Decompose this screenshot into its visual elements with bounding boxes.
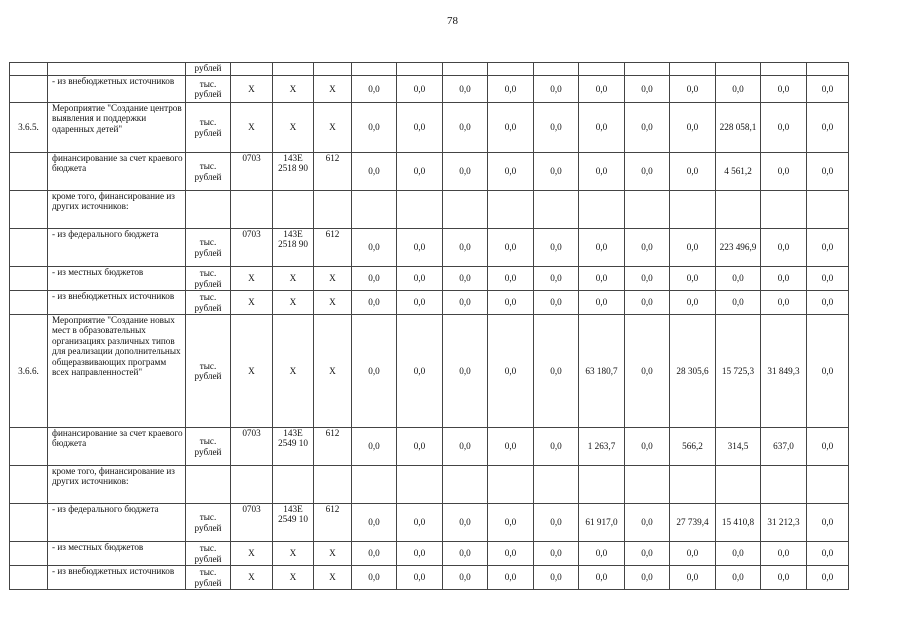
empty-cell (534, 63, 579, 76)
expense-type-cell: Х (314, 291, 352, 315)
value-cell: 0,0 (352, 76, 397, 103)
expense-type-cell: 612 (314, 504, 352, 542)
target-code-cell: Х (273, 566, 314, 590)
value-cell: 0,0 (352, 315, 397, 428)
empty-cell (186, 466, 231, 504)
value-cell: 0,0 (352, 428, 397, 466)
name-cell: кроме того, финансирование из других источников: (48, 191, 186, 229)
empty-cell (625, 191, 670, 229)
name-cell: Мероприятие "Создание центров выявления и поддержки одаренных детей" (48, 103, 186, 153)
value-cell: 0,0 (352, 542, 397, 566)
value-cell: 0,0 (488, 566, 534, 590)
value-cell: 0,0 (625, 428, 670, 466)
value-cell: 0,0 (488, 315, 534, 428)
section-code-cell: 0703 (231, 229, 273, 267)
code-cell (10, 542, 48, 566)
section-code-cell: 0703 (231, 504, 273, 542)
value-cell: 0,0 (625, 315, 670, 428)
value-cell: 314,5 (716, 428, 761, 466)
code-cell (10, 63, 48, 76)
empty-cell (579, 466, 625, 504)
budget-table (9, 62, 849, 590)
table-row (10, 63, 849, 76)
value-cell: 0,0 (670, 153, 716, 191)
code-cell (10, 566, 48, 590)
value-cell: 0,0 (625, 76, 670, 103)
table-row (10, 466, 849, 504)
empty-cell (807, 191, 849, 229)
value-cell: 0,0 (534, 291, 579, 315)
section-code-cell: Х (231, 103, 273, 153)
value-cell: 0,0 (443, 291, 488, 315)
table-row (10, 315, 849, 428)
value-cell: 0,0 (397, 76, 443, 103)
empty-cell (807, 63, 849, 76)
value-cell: 0,0 (488, 428, 534, 466)
empty-cell (761, 63, 807, 76)
value-cell: 0,0 (807, 566, 849, 590)
code-cell: 3.6.6. (10, 315, 48, 428)
section-code-cell: Х (231, 542, 273, 566)
value-cell: 0,0 (761, 76, 807, 103)
target-code-cell: Х (273, 315, 314, 428)
value-cell: 0,0 (625, 267, 670, 291)
unit-cell: тыс. рублей (186, 566, 231, 590)
value-cell: 0,0 (534, 566, 579, 590)
name-cell: финансирование за счет краевого бюджета (48, 153, 186, 191)
value-cell: 0,0 (807, 267, 849, 291)
target-code-cell: Х (273, 542, 314, 566)
value-cell: 0,0 (625, 566, 670, 590)
value-cell: 228 058,1 (716, 103, 761, 153)
value-cell: 0,0 (534, 315, 579, 428)
value-cell: 0,0 (488, 291, 534, 315)
expense-type-cell: 612 (314, 428, 352, 466)
empty-cell (231, 466, 273, 504)
name-cell: - из местных бюджетов (48, 267, 186, 291)
code-cell (10, 153, 48, 191)
target-code-cell: Х (273, 103, 314, 153)
empty-cell (579, 63, 625, 76)
value-cell: 0,0 (397, 428, 443, 466)
value-cell: 0,0 (716, 76, 761, 103)
value-cell: 0,0 (352, 291, 397, 315)
value-cell: 0,0 (807, 291, 849, 315)
empty-cell (352, 63, 397, 76)
name-cell: - из федерального бюджета (48, 504, 186, 542)
budget-table-body (10, 63, 849, 590)
value-cell: 0,0 (534, 229, 579, 267)
value-cell: 0,0 (443, 315, 488, 428)
unit-cell: тыс. рублей (186, 315, 231, 428)
code-cell: 3.6.5. (10, 103, 48, 153)
value-cell: 0,0 (716, 291, 761, 315)
value-cell: 0,0 (488, 153, 534, 191)
value-cell: 0,0 (670, 291, 716, 315)
value-cell: 0,0 (488, 267, 534, 291)
code-cell (10, 267, 48, 291)
name-cell: - из внебюджетных источников (48, 76, 186, 103)
value-cell: 0,0 (670, 76, 716, 103)
expense-type-cell: 612 (314, 229, 352, 267)
unit-cell: тыс. рублей (186, 542, 231, 566)
value-cell: 0,0 (670, 542, 716, 566)
value-cell: 223 496,9 (716, 229, 761, 267)
name-cell: - из местных бюджетов (48, 542, 186, 566)
empty-cell (625, 63, 670, 76)
value-cell: 0,0 (625, 542, 670, 566)
value-cell: 0,0 (716, 566, 761, 590)
value-cell: 566,2 (670, 428, 716, 466)
value-cell: 0,0 (579, 267, 625, 291)
empty-cell (273, 63, 314, 76)
value-cell: 0,0 (579, 542, 625, 566)
name-cell: финансирование за счет краевого бюджета (48, 428, 186, 466)
value-cell: 0,0 (807, 103, 849, 153)
table-row (10, 504, 849, 542)
value-cell: 0,0 (397, 504, 443, 542)
value-cell: 0,0 (670, 103, 716, 153)
value-cell: 0,0 (443, 267, 488, 291)
target-code-cell: Х (273, 267, 314, 291)
value-cell: 0,0 (443, 103, 488, 153)
value-cell: 0,0 (488, 76, 534, 103)
empty-cell (716, 63, 761, 76)
expense-type-cell: Х (314, 566, 352, 590)
value-cell: 0,0 (625, 103, 670, 153)
value-cell: 61 917,0 (579, 504, 625, 542)
section-code-cell: Х (231, 315, 273, 428)
value-cell: 15 410,8 (716, 504, 761, 542)
page-number: 78 (447, 15, 458, 27)
value-cell: 0,0 (397, 267, 443, 291)
empty-cell (716, 466, 761, 504)
target-code-cell: Х (273, 291, 314, 315)
value-cell: 0,0 (579, 76, 625, 103)
code-cell (10, 466, 48, 504)
value-cell: 0,0 (761, 267, 807, 291)
value-cell: 0,0 (807, 229, 849, 267)
value-cell: 0,0 (443, 428, 488, 466)
section-code-cell: 0703 (231, 428, 273, 466)
table-row (10, 103, 849, 153)
unit-cell: тыс. рублей (186, 103, 231, 153)
empty-cell (352, 466, 397, 504)
name-cell: Мероприятие "Создание новых мест в образовательных организациях различных типов для реализации дополнительных общеразвивающих программ всех направленностей" (48, 315, 186, 428)
value-cell: 0,0 (579, 566, 625, 590)
value-cell: 0,0 (397, 315, 443, 428)
value-cell: 0,0 (761, 153, 807, 191)
value-cell: 0,0 (397, 103, 443, 153)
value-cell: 0,0 (534, 103, 579, 153)
value-cell: 0,0 (534, 504, 579, 542)
empty-cell (488, 63, 534, 76)
expense-type-cell: Х (314, 315, 352, 428)
table-row (10, 229, 849, 267)
value-cell: 0,0 (397, 542, 443, 566)
table-row (10, 153, 849, 191)
value-cell: 0,0 (625, 504, 670, 542)
empty-cell (670, 466, 716, 504)
value-cell: 0,0 (352, 504, 397, 542)
value-cell: 0,0 (807, 542, 849, 566)
value-cell: 0,0 (397, 291, 443, 315)
empty-cell (716, 191, 761, 229)
empty-cell (579, 191, 625, 229)
expense-type-cell: Х (314, 542, 352, 566)
empty-cell (314, 466, 352, 504)
value-cell: 0,0 (761, 542, 807, 566)
section-code-cell: Х (231, 291, 273, 315)
empty-cell (807, 466, 849, 504)
empty-cell (761, 466, 807, 504)
target-code-cell: 143Е 2549 10 (273, 428, 314, 466)
value-cell: 0,0 (761, 103, 807, 153)
empty-cell (397, 191, 443, 229)
expense-type-cell: Х (314, 103, 352, 153)
empty-cell (397, 466, 443, 504)
empty-cell (443, 191, 488, 229)
value-cell: 0,0 (625, 229, 670, 267)
value-cell: 0,0 (534, 153, 579, 191)
value-cell: 63 180,7 (579, 315, 625, 428)
value-cell: 0,0 (488, 103, 534, 153)
unit-cell: рублей (186, 63, 231, 76)
value-cell: 0,0 (579, 291, 625, 315)
value-cell: 0,0 (488, 542, 534, 566)
target-code-cell: Х (273, 76, 314, 103)
value-cell: 0,0 (352, 103, 397, 153)
value-cell: 0,0 (579, 103, 625, 153)
empty-cell (625, 466, 670, 504)
value-cell: 637,0 (761, 428, 807, 466)
value-cell: 0,0 (670, 566, 716, 590)
empty-cell (352, 191, 397, 229)
value-cell: 31 212,3 (761, 504, 807, 542)
value-cell: 0,0 (443, 542, 488, 566)
code-cell (10, 191, 48, 229)
empty-cell (534, 466, 579, 504)
value-cell: 0,0 (716, 542, 761, 566)
empty-cell (231, 191, 273, 229)
value-cell: 0,0 (807, 315, 849, 428)
code-cell (10, 504, 48, 542)
name-cell: - из внебюджетных источников (48, 291, 186, 315)
name-cell: - из федерального бюджета (48, 229, 186, 267)
value-cell: 0,0 (761, 229, 807, 267)
value-cell: 0,0 (807, 76, 849, 103)
expense-type-cell: Х (314, 267, 352, 291)
empty-cell (314, 63, 352, 76)
value-cell: 0,0 (397, 153, 443, 191)
value-cell: 0,0 (443, 76, 488, 103)
value-cell: 0,0 (670, 229, 716, 267)
value-cell: 0,0 (443, 504, 488, 542)
empty-cell (534, 191, 579, 229)
table-row (10, 191, 849, 229)
value-cell: 0,0 (761, 291, 807, 315)
value-cell: 0,0 (352, 267, 397, 291)
unit-cell: тыс. рублей (186, 428, 231, 466)
value-cell: 0,0 (488, 229, 534, 267)
table-row (10, 542, 849, 566)
value-cell: 0,0 (443, 229, 488, 267)
unit-cell: тыс. рублей (186, 153, 231, 191)
section-code-cell: Х (231, 267, 273, 291)
value-cell: 0,0 (579, 153, 625, 191)
value-cell: 0,0 (534, 267, 579, 291)
name-cell: кроме того, финансирование из других источников: (48, 466, 186, 504)
empty-cell (186, 191, 231, 229)
value-cell: 0,0 (807, 428, 849, 466)
unit-cell: тыс. рублей (186, 291, 231, 315)
empty-cell (273, 466, 314, 504)
value-cell: 0,0 (534, 542, 579, 566)
value-cell: 0,0 (352, 566, 397, 590)
value-cell: 0,0 (534, 428, 579, 466)
target-code-cell: 143Е 2518 90 (273, 229, 314, 267)
empty-cell (488, 466, 534, 504)
unit-cell: тыс. рублей (186, 267, 231, 291)
value-cell: 31 849,3 (761, 315, 807, 428)
value-cell: 0,0 (534, 76, 579, 103)
value-cell: 0,0 (579, 229, 625, 267)
value-cell: 0,0 (670, 267, 716, 291)
target-code-cell: 143Е 2518 90 (273, 153, 314, 191)
value-cell: 0,0 (716, 267, 761, 291)
value-cell: 0,0 (352, 153, 397, 191)
table-row (10, 267, 849, 291)
value-cell: 0,0 (488, 504, 534, 542)
code-cell (10, 229, 48, 267)
empty-cell (231, 63, 273, 76)
value-cell: 0,0 (761, 566, 807, 590)
value-cell: 0,0 (352, 229, 397, 267)
value-cell: 15 725,3 (716, 315, 761, 428)
value-cell: 0,0 (625, 291, 670, 315)
table-row (10, 428, 849, 466)
target-code-cell: 143Е 2549 10 (273, 504, 314, 542)
expense-type-cell: 612 (314, 153, 352, 191)
section-code-cell: Х (231, 76, 273, 103)
value-cell: 0,0 (807, 153, 849, 191)
value-cell: 28 305,6 (670, 315, 716, 428)
empty-cell (314, 191, 352, 229)
section-code-cell: Х (231, 566, 273, 590)
table-row (10, 291, 849, 315)
table-row (10, 566, 849, 590)
unit-cell: тыс. рублей (186, 76, 231, 103)
value-cell: 0,0 (625, 153, 670, 191)
table-row (10, 76, 849, 103)
code-cell (10, 428, 48, 466)
value-cell: 0,0 (443, 566, 488, 590)
unit-cell: тыс. рублей (186, 229, 231, 267)
empty-cell (761, 191, 807, 229)
value-cell: 4 561,2 (716, 153, 761, 191)
empty-cell (670, 63, 716, 76)
expense-type-cell: Х (314, 76, 352, 103)
section-code-cell: 0703 (231, 153, 273, 191)
unit-cell: тыс. рублей (186, 504, 231, 542)
name-cell: - из внебюджетных источников (48, 566, 186, 590)
value-cell: 1 263,7 (579, 428, 625, 466)
value-cell: 0,0 (397, 566, 443, 590)
value-cell: 0,0 (807, 504, 849, 542)
value-cell: 0,0 (397, 229, 443, 267)
value-cell: 27 739,4 (670, 504, 716, 542)
empty-cell (273, 191, 314, 229)
empty-cell (670, 191, 716, 229)
empty-cell (443, 63, 488, 76)
code-cell (10, 291, 48, 315)
value-cell: 0,0 (443, 153, 488, 191)
empty-cell (397, 63, 443, 76)
name-cell (48, 63, 186, 76)
empty-cell (443, 466, 488, 504)
empty-cell (488, 191, 534, 229)
code-cell (10, 76, 48, 103)
